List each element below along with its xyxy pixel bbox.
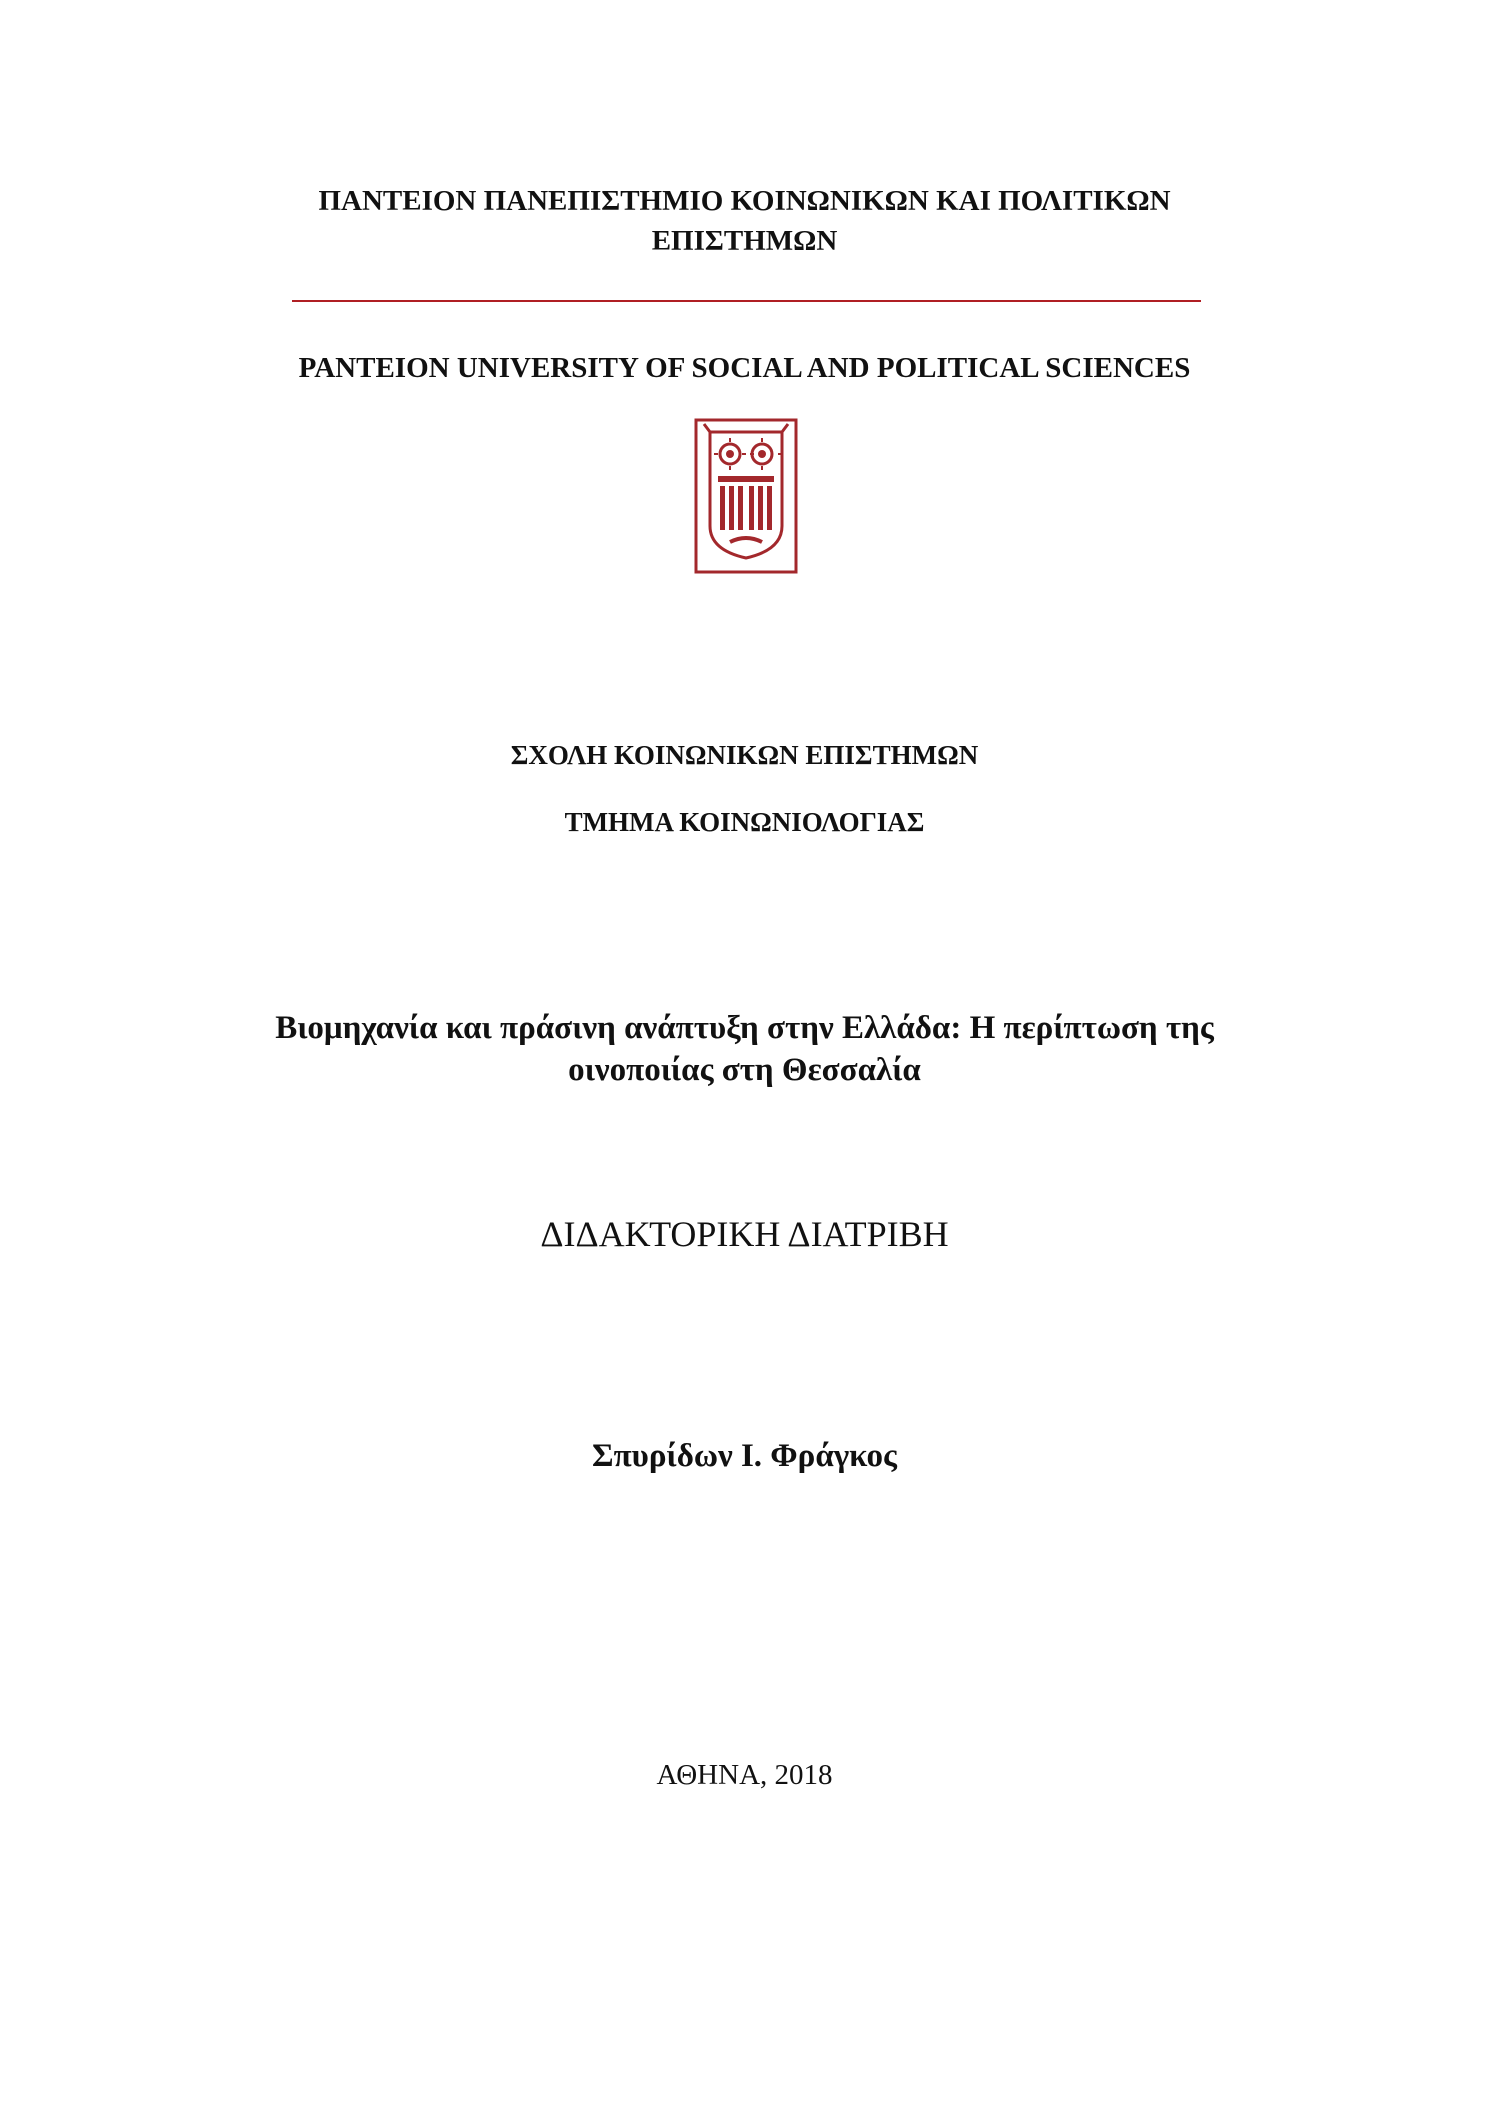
university-name-greek bbox=[0, 181, 1489, 261]
university-crest-icon bbox=[694, 418, 798, 574]
thesis-title-line2: οινοποιίας στη Θεσσαλία bbox=[568, 1052, 921, 1088]
university-name-english: PANTEION UNIVERSITY OF SOCIAL AND POLITICAL SCIENCES bbox=[298, 352, 1191, 384]
thesis-title-line1: Βιομηχανία και πράσινη ανάπτυξη στην Ελλάδα: Η περίπτωση της bbox=[275, 1010, 1214, 1046]
thesis-type: ΔΙΔΑΚΤΟΡΙΚΗ ΔΙΑΤΡΙΒΗ bbox=[540, 1214, 949, 1254]
thesis-title bbox=[0, 1007, 1489, 1091]
author-name: Σπυρίδων Ι. Φράγκος bbox=[592, 1438, 897, 1474]
header-divider bbox=[292, 300, 1201, 302]
university-name-greek-line1: ΠΑΝΤΕΙΟΝ ΠΑΝΕΠΙΣΤΗΜΙΟ ΚΟΙΝΩΝΙΚΩΝ ΚΑΙ ΠΟΛΙΤΙΚΩΝ bbox=[318, 185, 1171, 217]
school-name: ΣΧΟΛΗ ΚΟΙΝΩΝΙΚΩΝ ΕΠΙΣΤΗΜΩΝ bbox=[510, 740, 979, 770]
department-name: ΤΜΗΜΑ ΚΟΙΝΩΝΙΟΛΟΓΙΑΣ bbox=[564, 807, 925, 837]
place-and-year: ΑΘΗΝΑ, 2018 bbox=[656, 1759, 833, 1791]
university-name-greek-line2: ΕΠΙΣΤΗΜΩΝ bbox=[651, 225, 838, 257]
